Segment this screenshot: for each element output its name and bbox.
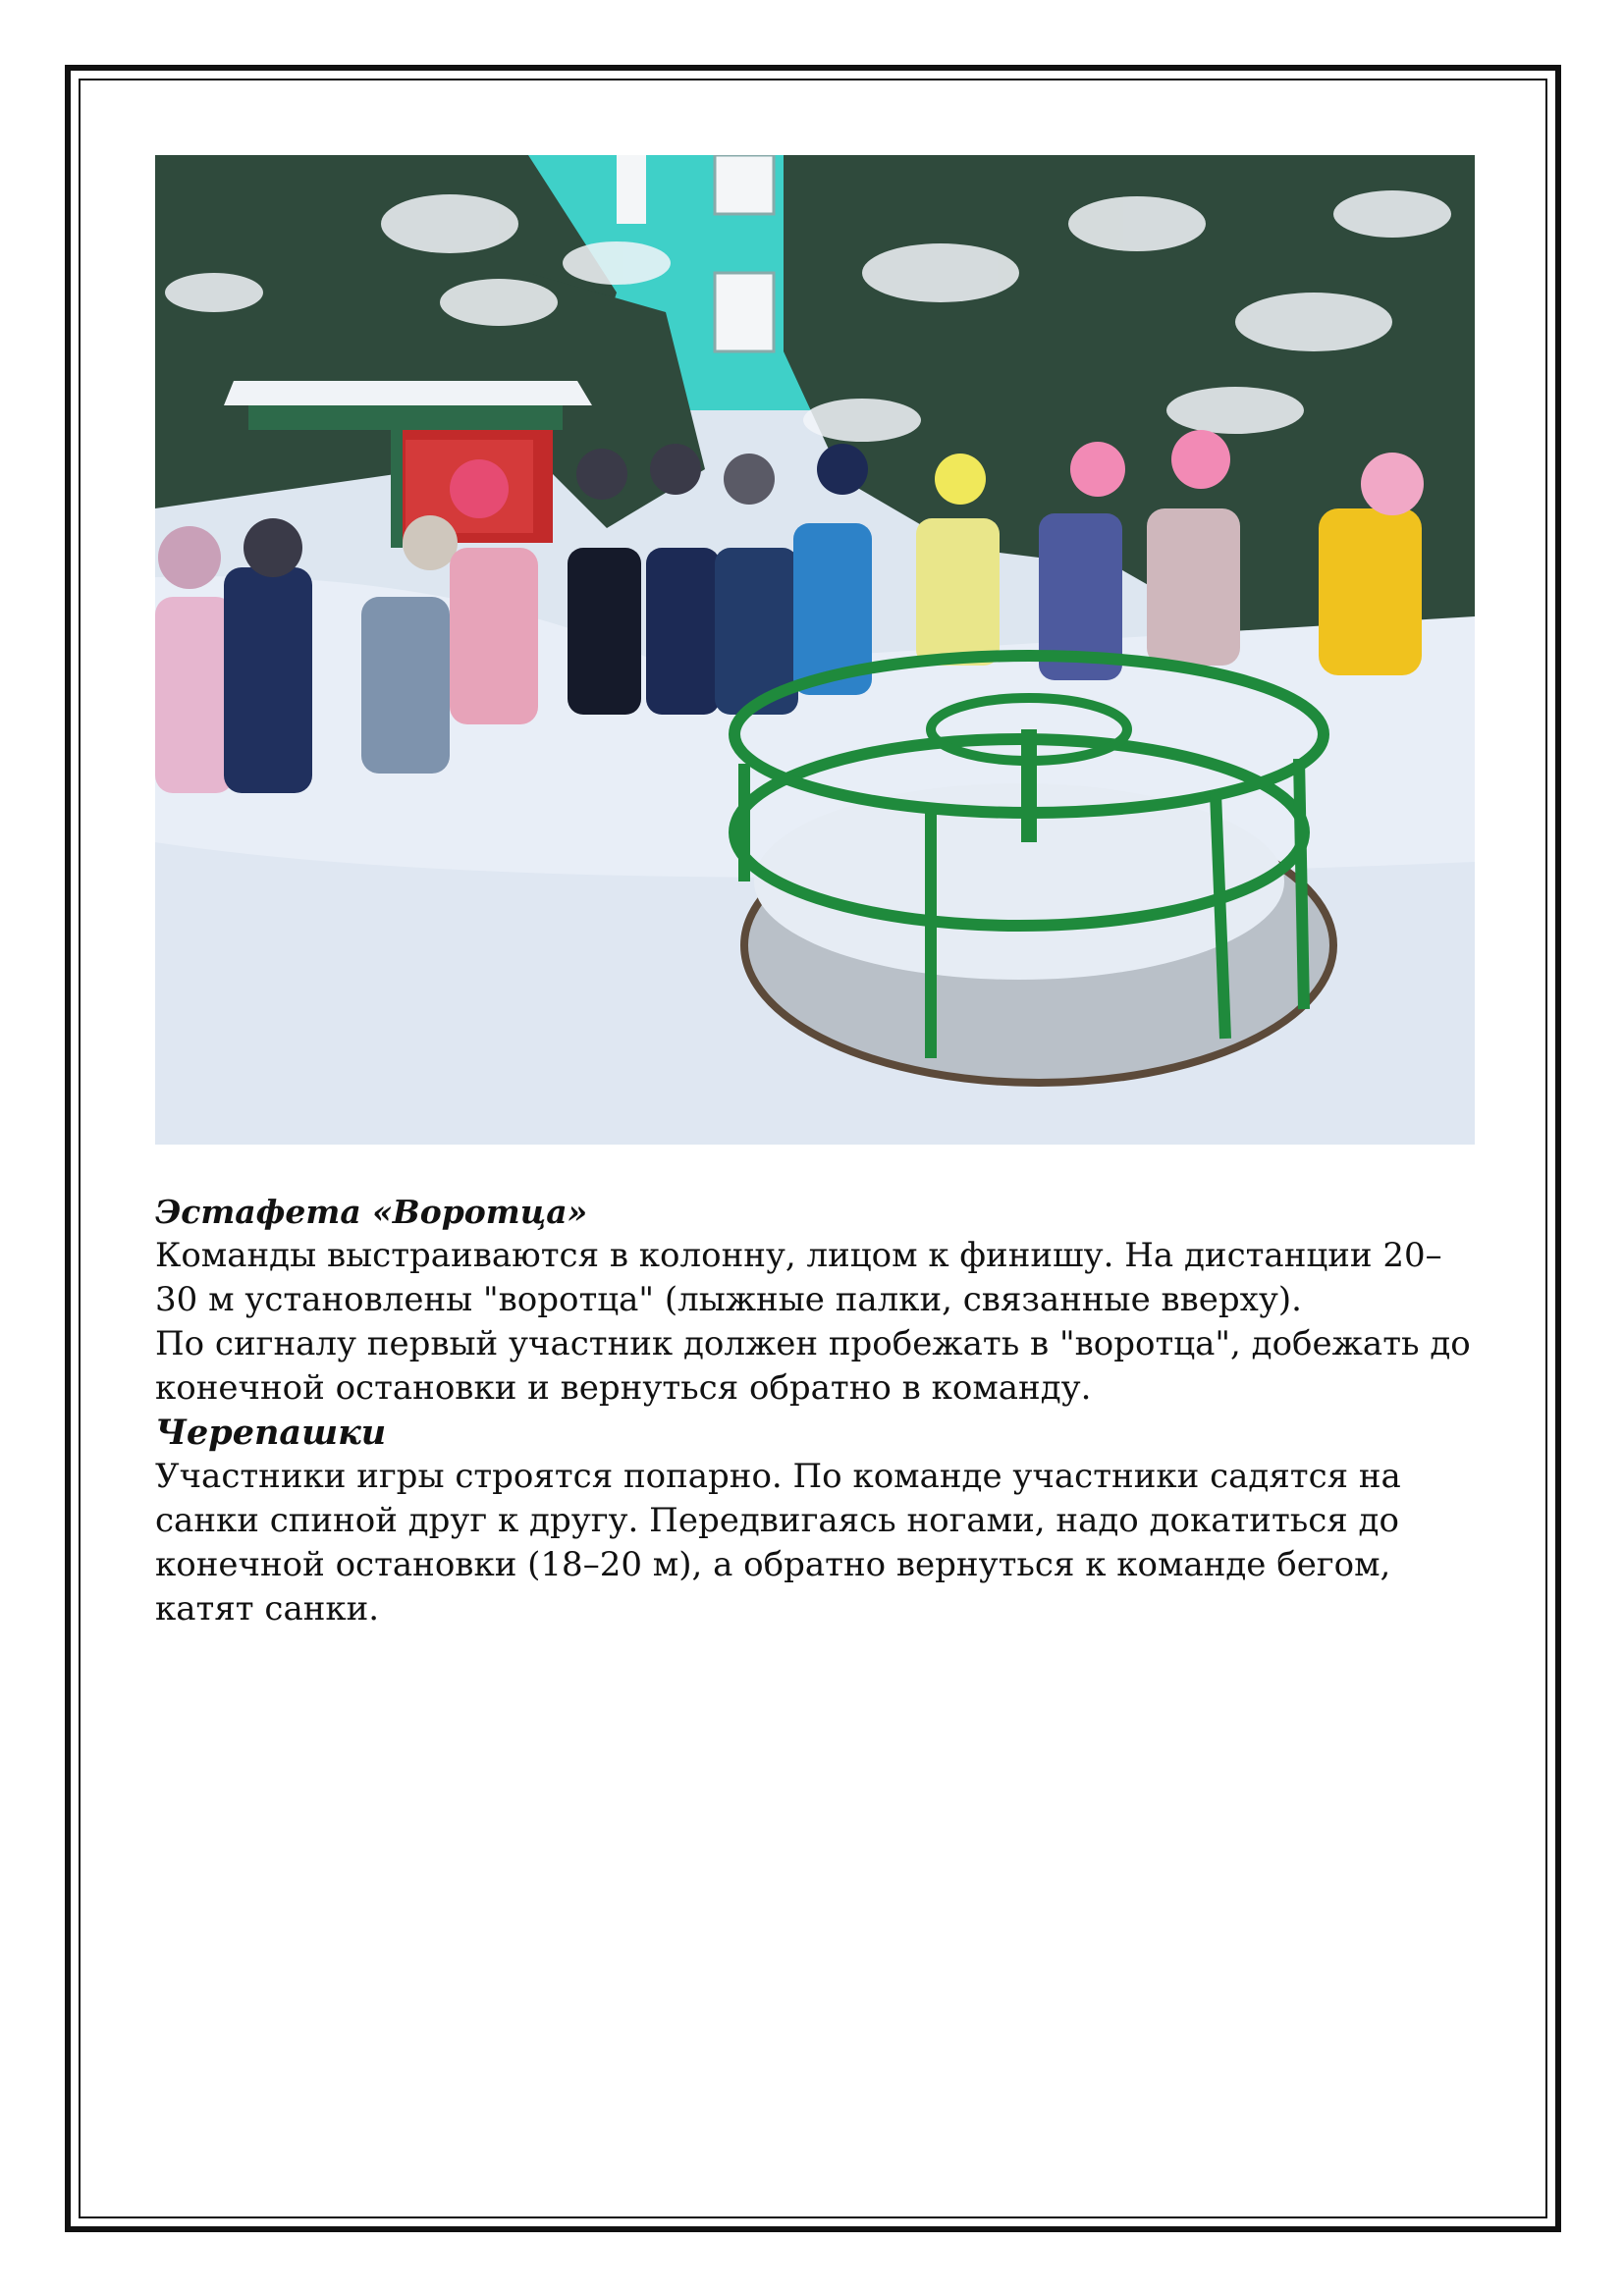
turtles-line-3: конечной остановки (18–20 м), а обратно вернуться к команде бегом, (155, 1545, 1391, 1584)
turtles-line-1: Участники игры строятся попарно. По команде участники садятся на (155, 1457, 1401, 1496)
turtles-title: Черепашки (155, 1413, 387, 1453)
article-text (155, 1190, 1490, 1631)
turtles-line-4: катят санки. (155, 1589, 380, 1629)
relay-line-4: конечной остановки и вернуться обратно в команду. (155, 1368, 1092, 1408)
relay-line-3: По сигналу первый участник должен пробежать в "воротца", добежать до (155, 1324, 1471, 1363)
turtles-line-2: санки спиной друг к другу. Передвигаясь ногами, надо докатиться до (155, 1501, 1399, 1540)
relay-line-1: Команды выстраиваются в колонну, лицом к финишу. На дистанции 20– (155, 1236, 1442, 1275)
relay-line-2: 30 м установлены "воротца" (лыжные палки, связанные вверху). (155, 1280, 1302, 1319)
winter-playground-photo (155, 155, 1475, 1145)
relay-title: Эстафета «Воротца» (155, 1193, 588, 1231)
photo-illustration (155, 155, 1475, 1145)
